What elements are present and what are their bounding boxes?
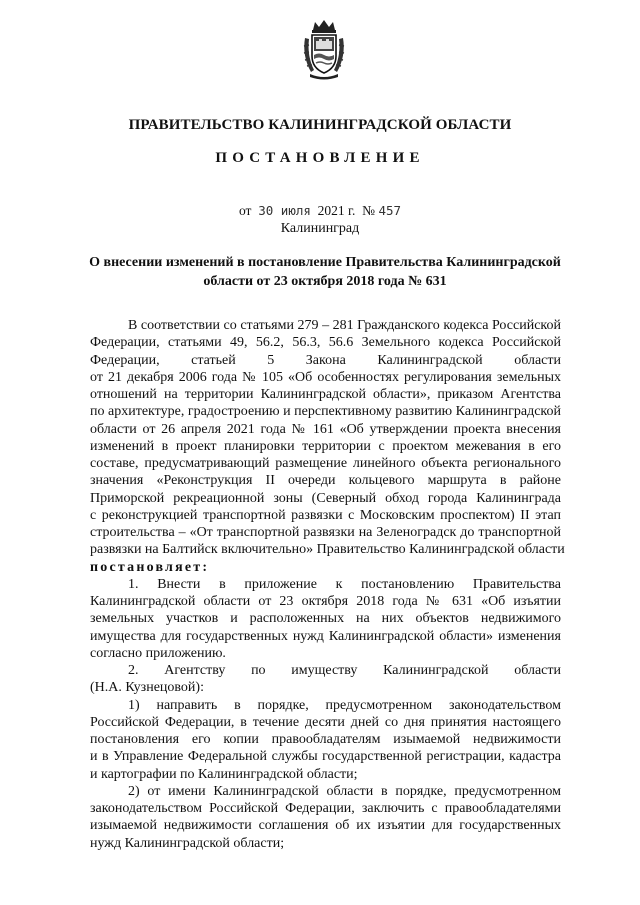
body-line: составе, предусматривающий размещение линейного объекта регионального (90, 456, 561, 471)
body-line: по архитектуре, градостроению и перспективному развитию Калининградской (90, 404, 561, 420)
body-line: Российской Федерации, в течение десяти дней со дня принятия настоящего (90, 714, 561, 730)
government-title: ПРАВИТЕЛЬСТВО КАЛИНИНГРАДСКОЙ ОБЛАСТИ (128, 117, 512, 133)
body-line: развязки на Балтийск включительно» Правительство Калининградской области (90, 542, 565, 558)
body-line: Калининградской области от 23 октября 2018 года № 631 «Об изъятии (90, 594, 561, 609)
body-line: от 21 декабря 2006 года № 105 «Об особенностях регулирования земельных (90, 369, 561, 385)
document-subject (80, 253, 570, 291)
body-line: и в Управление Федеральной службы государственной регистрации, кадастра (90, 749, 561, 765)
body-line: Федерации, статьями 49, 56.2, 56.3, 56.6 Земельного кодекса Российской (90, 335, 561, 351)
body-line: изымаемой недвижимости соглашения об их изъятии для государственных (90, 818, 561, 834)
body-line: строительства – «От транспортной развязки на Зеленоградск до транспортной (90, 525, 561, 540)
subject-line: О внесении изменений в постановление Правительства Калининградской (89, 255, 561, 270)
body-line: значения «Реконструкция II очереди кольцевого маршрута в районе (90, 473, 561, 489)
date-year: 2021 г. (317, 203, 356, 218)
subject-line: области от 23 октября 2018 года № 631 (203, 274, 447, 289)
body-line: В соответствии со статьями 279 – 281 Гражданского кодекса Российской (128, 318, 561, 333)
body-line: нужд Калининградской области; (90, 835, 285, 851)
body-line: имущества для государственных нужд Калининградской области» изменения (90, 628, 561, 644)
body-line: согласно приложению. (90, 645, 226, 661)
body-line: постановления его копии правообладателям изымаемой недвижимости (90, 732, 561, 747)
body-line: 1) направить в порядке, предусмотренном законодательством (128, 697, 561, 713)
number-sign: № (362, 203, 376, 218)
date-number-line (0, 203, 640, 219)
body-line: 1. Внести в приложение к постановлению Правительства (128, 576, 561, 592)
body-line: и картографии по Калининградской области; (90, 766, 358, 782)
date-value: 30 июля (258, 203, 311, 218)
body-line: отношений на территории Калининградской области», приказом Агентства (90, 387, 561, 402)
date-prefix: от (238, 203, 252, 218)
body-line: законодательством Российской Федерации, заключить с правообладателями (90, 801, 561, 816)
document-number: 457 (378, 203, 402, 218)
body-line: земельных участков и расположенных на них объектов недвижимого (90, 611, 561, 627)
body-line: 2. Агентству по имуществу Калининградской области (128, 663, 561, 678)
body-line: Федерации, статьей 5 Закона Калининградской области (90, 352, 561, 368)
body-line: с реконструкцией транспортной развязки с Московским проспектом) II этап (90, 507, 561, 523)
city-name: Калининград (280, 221, 360, 236)
coat-of-arms-icon (301, 18, 347, 80)
body-line: изменений в проект планировки территории с проектом межевания в его (90, 438, 561, 454)
document-type-title: ПОСТАНОВЛЕНИЕ (215, 150, 425, 166)
body-line: (Н.А. Кузнецовой): (90, 680, 204, 696)
resolution-word: постановляет: (90, 559, 210, 575)
body-line: области от 26 апреля 2021 года № 161 «Об утверждении проекта внесения (90, 421, 561, 437)
body-line: Приморской рекреационной зоны (Северный обход города Калининграда (90, 490, 561, 506)
document-body (90, 317, 565, 852)
body-line: 2) от имени Калининградской области в порядке, предусмотренном (128, 783, 561, 799)
